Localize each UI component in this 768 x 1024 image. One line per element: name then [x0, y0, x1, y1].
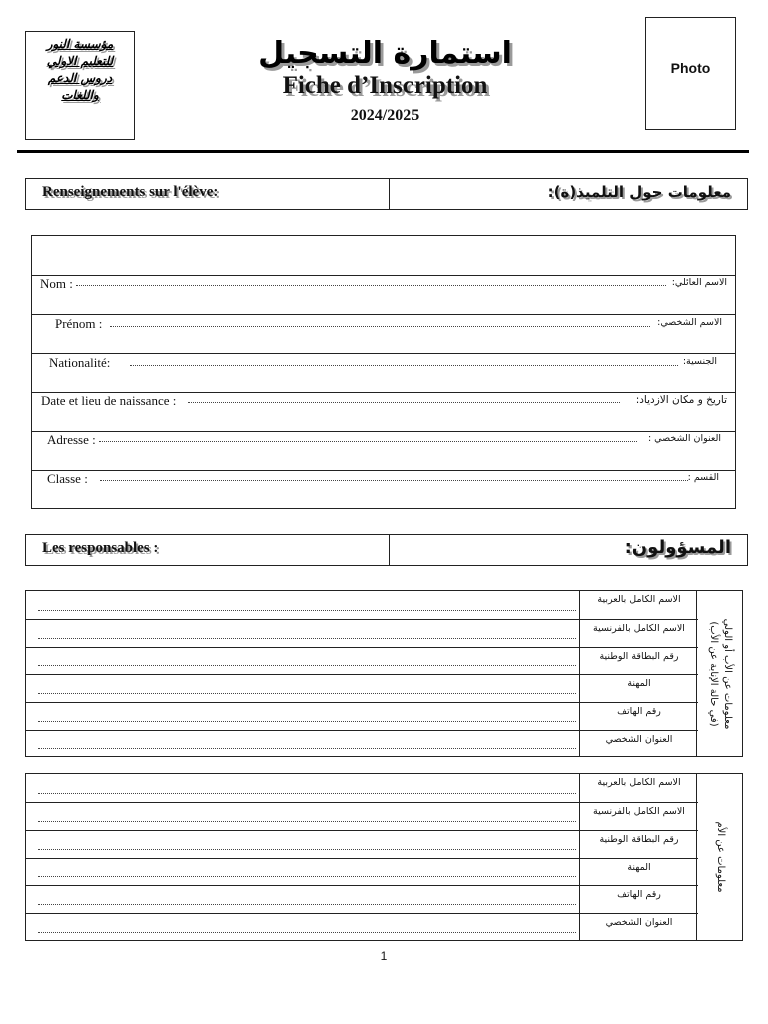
guardian-row-label: الاسم الكامل بالفرنسية: [579, 620, 698, 647]
field-classe-label-ar: القسم :: [687, 472, 719, 483]
field-nationalite[interactable]: [32, 353, 735, 392]
mother-profession-line[interactable]: [38, 876, 576, 877]
responsables-section-header: [25, 534, 748, 566]
mother-row-address[interactable]: [26, 913, 698, 941]
guardian-row-label: رقم البطاقة الوطنية: [579, 648, 698, 674]
guardian-address-line[interactable]: [38, 748, 576, 749]
guardian-row-cin[interactable]: [26, 647, 698, 674]
student-section-title-fr: Renseignements sur l'élève:: [42, 184, 219, 200]
guardian-info-table: [25, 590, 743, 757]
school-year: 2024/2025: [350, 107, 420, 124]
header-divider: [17, 150, 749, 153]
mother-row-label: الاسم الكامل بالعربية: [579, 774, 698, 802]
mother-row-cin[interactable]: [26, 830, 698, 858]
guardian-row-profession[interactable]: [26, 674, 698, 702]
field-nom[interactable]: [32, 275, 735, 314]
field-nationalite-line[interactable]: [130, 365, 678, 366]
mother-row-phone[interactable]: [26, 885, 698, 913]
guardian-row-label: الاسم الكامل بالعربية: [579, 591, 698, 619]
guardian-row-address[interactable]: [26, 730, 698, 757]
field-nationalite-label-fr: Nationalité:: [49, 355, 111, 370]
guardian-side-label: [696, 591, 742, 756]
mother-row-name-ar[interactable]: [26, 774, 698, 802]
mother-side-label: [696, 774, 742, 940]
field-classe-line[interactable]: [100, 480, 688, 481]
field-adresse[interactable]: [32, 431, 735, 470]
mother-row-label: العنوان الشخصي: [579, 914, 698, 941]
guardian-name-fr-line[interactable]: [38, 638, 576, 639]
field-naissance-line[interactable]: [188, 402, 620, 403]
form-title-french: Fiche d’Inscription: [282, 72, 488, 99]
field-adresse-line[interactable]: [99, 441, 637, 442]
mother-address-line[interactable]: [38, 932, 576, 933]
field-classe-label-fr: Classe :: [47, 471, 88, 486]
guardian-side-label-line2: (في حالة الإنابة عن الأب): [707, 620, 719, 727]
responsables-title-ar: المسؤولون:: [624, 537, 731, 558]
mother-row-name-fr[interactable]: [26, 802, 698, 830]
field-nom-label-fr: Nom :: [40, 276, 73, 291]
guardian-phone-line[interactable]: [38, 721, 576, 722]
student-section-title-ar: معلومات حول التلميذ(ة):: [547, 183, 731, 201]
mother-name-ar-line[interactable]: [38, 793, 576, 794]
guardian-row-label: رقم الهاتف: [579, 703, 698, 730]
mother-info-table: [25, 773, 743, 941]
guardian-row-label: المهنة: [579, 675, 698, 702]
page-number: 1: [380, 949, 388, 963]
mother-row-label: الاسم الكامل بالفرنسية: [579, 803, 698, 830]
mother-row-label: رقم البطاقة الوطنية: [579, 831, 698, 858]
guardian-name-ar-line[interactable]: [38, 610, 576, 611]
field-prenom-label-fr: Prénom :: [55, 316, 103, 331]
school-logo-box: [25, 31, 135, 140]
mother-row-profession[interactable]: [26, 858, 698, 885]
field-prenom-line[interactable]: [110, 326, 650, 327]
field-prenom[interactable]: [32, 314, 735, 353]
student-section-header: [25, 178, 748, 210]
photo-placeholder: [645, 17, 736, 130]
mother-side-label-text: معلومات عن الأم: [714, 821, 726, 893]
field-nom-line[interactable]: [76, 285, 666, 286]
field-prenom-label-ar: الاسم الشخصي:: [657, 317, 722, 328]
field-adresse-label-ar: العنوان الشخصي :: [647, 433, 721, 444]
responsables-title-fr: Les responsables :: [42, 540, 159, 556]
guardian-row-label: العنوان الشخصي: [579, 731, 698, 757]
student-info-box: [31, 235, 736, 509]
guardian-row-name-ar[interactable]: [26, 591, 698, 619]
photo-label: Photo: [670, 59, 711, 76]
mother-row-label: رقم الهاتف: [579, 886, 698, 913]
field-naissance-label-fr: Date et lieu de naissance :: [41, 393, 177, 408]
mother-cin-line[interactable]: [38, 849, 576, 850]
field-nationalite-label-ar: الجنسية:: [682, 356, 717, 367]
mother-name-fr-line[interactable]: [38, 821, 576, 822]
school-name: مؤسسة النور للتعليم الاولي دروس الدعم واللغات: [46, 37, 114, 102]
guardian-side-label-line1: معلومات عن الأب أو الولي: [721, 618, 733, 729]
field-naissance[interactable]: [32, 392, 735, 431]
field-naissance-label-ar: تاريخ و مكان الازدياد:: [635, 394, 727, 406]
mother-row-label: المهنة: [579, 859, 698, 885]
guardian-row-name-fr[interactable]: [26, 619, 698, 647]
guardian-row-phone[interactable]: [26, 702, 698, 730]
guardian-profession-line[interactable]: [38, 693, 576, 694]
field-adresse-label-fr: Adresse :: [47, 432, 96, 447]
mother-phone-line[interactable]: [38, 904, 576, 905]
field-nom-label-ar: الاسم العائلي:: [671, 277, 727, 288]
form-title-arabic: استمارة التسجيل: [258, 36, 512, 71]
field-classe[interactable]: [32, 470, 735, 509]
guardian-cin-line[interactable]: [38, 665, 576, 666]
